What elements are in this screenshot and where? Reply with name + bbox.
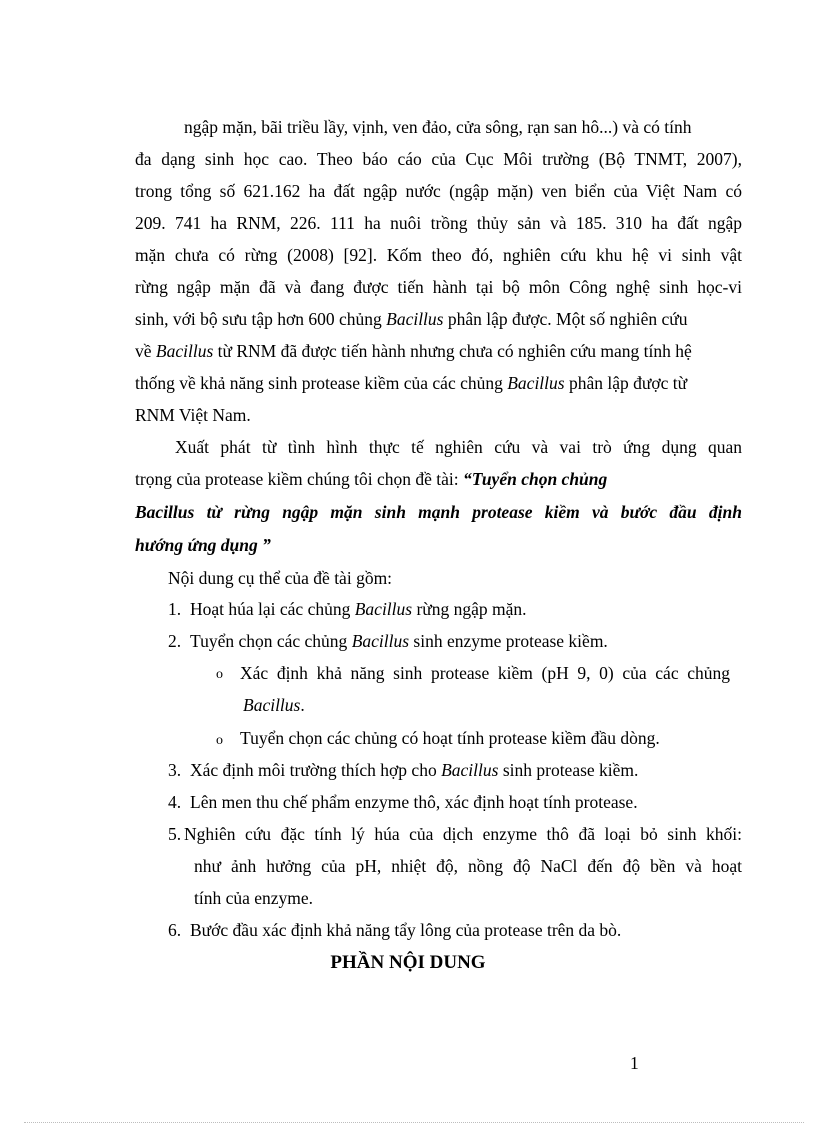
list-item-4-number: 4. xyxy=(168,792,182,812)
text: sinh enzyme protease kiềm. xyxy=(409,631,608,651)
list-item-6: Bước đầu xác định khả năng tẩy lông của protease trên da bò. xyxy=(190,920,622,940)
p1-line-2: đa dạng sinh học cao. Theo báo cáo của Cục Môi trường (Bộ TNMT, 2007), xyxy=(135,149,742,169)
genus-name: Bacillus xyxy=(507,373,565,393)
list-item-1-number: 1. xyxy=(168,599,182,619)
list-item-3-number: 3. xyxy=(168,760,182,780)
list-item-3 xyxy=(190,758,638,782)
list-item-2-number: 2. xyxy=(168,631,182,651)
text: từ RNM đã được tiến hành nhưng chưa có nghiên cứu mang tính hệ xyxy=(213,341,692,361)
sub-bullet-icon: o xyxy=(216,733,223,748)
p1-line-6: rừng ngập mặn đã và đang được tiến hành tại bộ môn Công nghệ sinh học-vi xyxy=(135,277,742,297)
list-item-5-line-2: như ảnh hưởng của pH, nhiệt độ, nồng độ NaCl đến độ bền và hoạt xyxy=(194,856,742,876)
text: rừng ngập mặn. xyxy=(412,599,527,619)
list-item-2 xyxy=(190,629,608,653)
genus-name: Bacillus xyxy=(155,341,214,361)
text: về xyxy=(135,341,156,361)
text: . xyxy=(300,695,305,715)
p2-line-1: Xuất phát từ tình hình thực tế nghiên cứu và vai trò ứng dụng quan xyxy=(175,437,742,457)
p1-line-9 xyxy=(135,371,687,395)
list-item-6-number: 6. xyxy=(168,920,182,940)
p2-line-3: Bacillus từ rừng ngập mặn sinh mạnh protease kiềm và bước đầu định xyxy=(135,502,742,522)
list-item-1 xyxy=(190,597,527,621)
p1-line-1: ngập mặn, bãi triều lầy, vịnh, ven đảo, cửa sông, rạn san hô...) và có tính xyxy=(184,117,692,137)
p2-line-4: hướng ứng dụng ” xyxy=(135,535,271,555)
p1-line-10: RNM Việt Nam. xyxy=(135,405,251,425)
sub-item-1-line-1: Xác định khả năng sinh protease kiềm (pH 9, 0) của các chủng xyxy=(240,663,730,683)
text: Hoạt húa lại các chủng xyxy=(190,599,355,619)
p1-line-3: trong tổng số 621.162 ha đất ngập nước (ngập mặn) ven biển của Việt Nam có xyxy=(135,181,742,201)
sub-bullet-icon: o xyxy=(216,667,223,682)
p1-line-5: mặn chưa có rừng (2008) [92]. Kốm theo đó, nghiên cứu khu hệ vi sinh vật xyxy=(135,245,742,265)
genus-name: Bacillus xyxy=(351,631,410,651)
text: phân lập được. Một số nghiên cứu xyxy=(443,309,688,329)
list-item-5-number: 5. xyxy=(168,824,182,844)
genus-name: Bacillus xyxy=(441,760,499,780)
text: thống về khả năng sinh protease kiềm của các chủng xyxy=(135,373,508,393)
genus-name: Bacillus xyxy=(354,599,413,619)
section-heading: PHẦN NỘI DUNG xyxy=(330,952,486,973)
p2-line-2 xyxy=(135,467,607,491)
thesis-title: “Tuyển chọn chủng xyxy=(463,469,608,489)
page-number: 1 xyxy=(630,1053,639,1073)
p1-line-8 xyxy=(135,339,692,363)
p1-line-7 xyxy=(135,307,688,331)
genus-name: Bacillus xyxy=(386,309,444,329)
sub-item-1-line-2 xyxy=(243,693,305,717)
list-item-4: Lên men thu chế phẩm enzyme thô, xác định hoạt tính protease. xyxy=(190,792,638,812)
sub-item-2: Tuyển chọn các chủng có hoạt tính protease kiềm đầu dòng. xyxy=(240,728,660,748)
text: Xác định môi trường thích hợp cho xyxy=(190,760,442,780)
text: Tuyển chọn các chủng xyxy=(190,631,352,651)
text: phân lập được từ xyxy=(564,373,688,393)
genus-name: Bacillus xyxy=(243,695,301,715)
list-item-5-line-3: tính của enzyme. xyxy=(194,888,314,908)
text: sinh, với bộ sưu tập hơn 600 chủng xyxy=(135,309,387,329)
text: trọng của protease kiềm chúng tôi chọn đề tài: xyxy=(135,469,464,489)
list-item-5-line-1: Nghiên cứu đặc tính lý húa của dịch enzyme thô đã loại bỏ sinh khối: xyxy=(184,824,742,844)
p1-line-4: 209. 741 ha RNM, 226. 111 ha nuôi trồng thủy sản và 185. 310 ha đất ngập xyxy=(135,213,742,233)
text: sinh protease kiềm. xyxy=(498,760,639,780)
content-intro: Nội dung cụ thể của đề tài gồm: xyxy=(168,568,393,588)
